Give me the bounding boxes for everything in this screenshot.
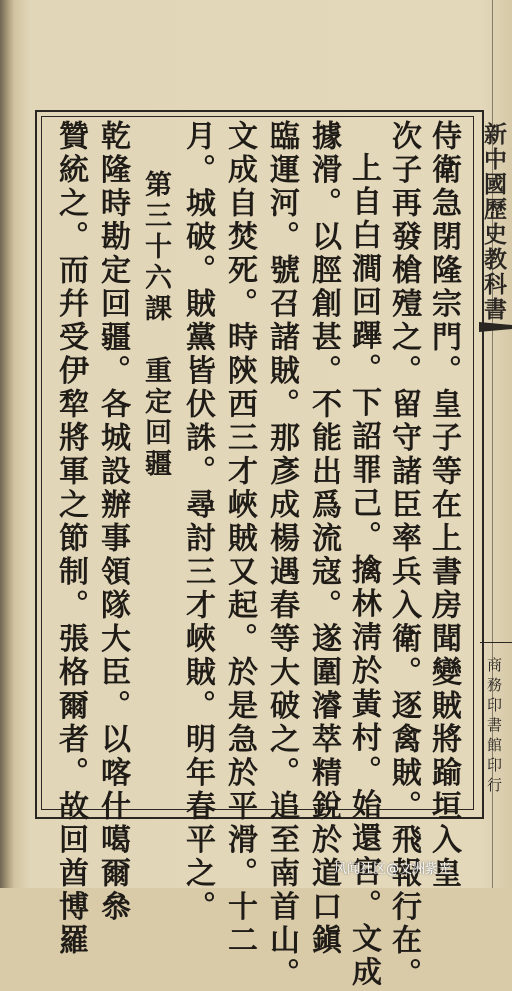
text-column-3: 上自白澗回蹕。下詔罪己。擒林淸於黃村。始還宮。文成 xyxy=(346,152,381,990)
spine-shadow xyxy=(0,0,14,888)
margin-rule xyxy=(480,642,512,643)
publisher-imprint: 商務印書館印行 xyxy=(485,657,503,797)
text-column-6: 文成自焚死。時陝西三才峽賊又起。於是急於平滑。十二 xyxy=(222,120,257,958)
lesson-heading: 第三十六課 重定回疆 xyxy=(140,170,171,480)
text-column-7: 月。城破。賊黨皆伏誅。尋討三才峽賊。明年春平之。 xyxy=(180,120,215,924)
margin-book-title: 新中國歷史教科書 xyxy=(480,122,507,322)
text-column-5: 臨運河。號召諸賊。那彥成楊遇春等大破之。追至南首山。 xyxy=(264,120,299,991)
text-column-10: 贊統之。而幷受伊犂將軍之節制。張格爾者。故回酋博羅 xyxy=(53,120,88,958)
text-column-1: 侍衛急閉隆宗門。皇子等在上書房聞變賊將踰垣入皇 xyxy=(426,120,461,891)
text-column-2: 次子再發槍殪之。留守諸臣率兵入衛。逐禽賊。飛報行在。 xyxy=(386,120,421,991)
watermark: 风闻社区@文洲紫光 xyxy=(334,862,452,877)
text-column-4: 據滑。以脛創甚。不能出爲流寇。遂圍濬萃精銳於道口鎭 xyxy=(306,120,341,958)
text-column-9: 乾隆時勘定回疆。各城設辦事領隊大臣。以喀什噶爾叅 xyxy=(95,120,130,924)
